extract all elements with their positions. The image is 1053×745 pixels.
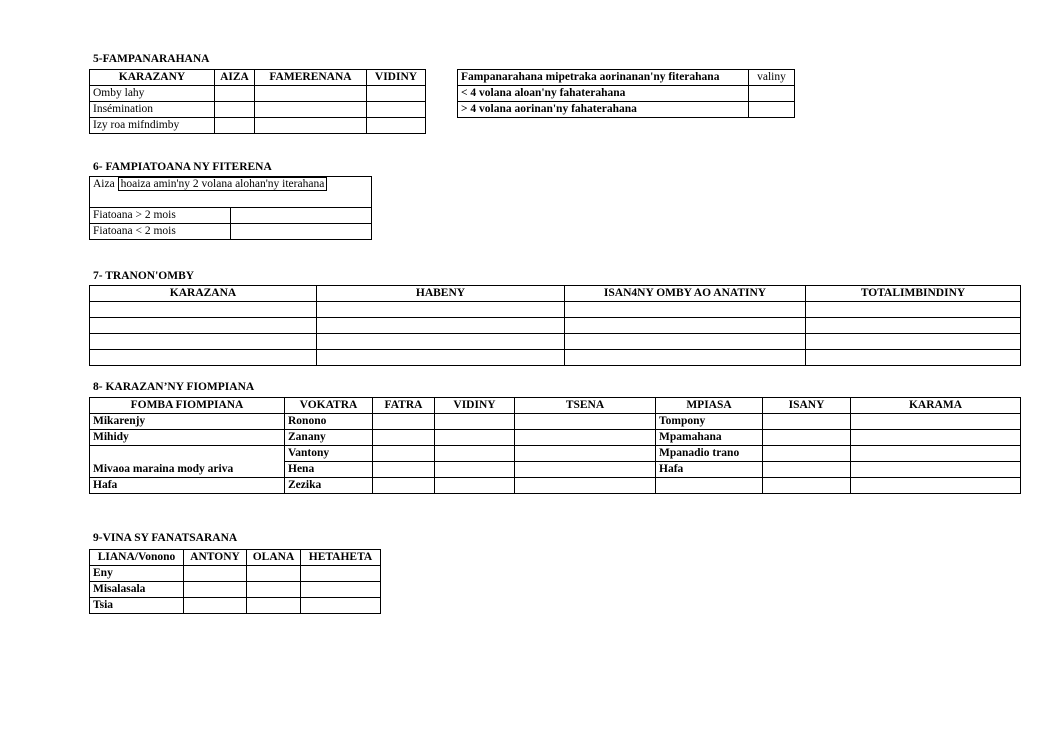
s5-header: KARAZANY [90, 70, 215, 86]
s8-fomba: Mihidy [90, 430, 285, 446]
cell[interactable] [90, 350, 317, 366]
cell[interactable] [184, 582, 247, 598]
cell[interactable] [565, 334, 806, 350]
cell[interactable] [255, 118, 367, 134]
table-row [90, 302, 1021, 318]
cell[interactable] [515, 414, 656, 430]
s8-header: ISANY [763, 398, 851, 414]
cell[interactable] [851, 430, 1021, 446]
s7-header: ISAN4NY OMBY AO ANATINY [565, 286, 806, 302]
table-row [90, 414, 1021, 430]
cell[interactable] [373, 446, 435, 462]
cell[interactable] [367, 86, 426, 102]
table-row [90, 582, 381, 598]
table-row [90, 430, 1021, 446]
cell[interactable] [851, 414, 1021, 430]
cell[interactable] [806, 302, 1021, 318]
cell[interactable] [317, 318, 565, 334]
table-row [90, 102, 426, 118]
table-row [90, 566, 381, 582]
s8-vokatra: Zanany [285, 430, 373, 446]
cell[interactable] [435, 446, 515, 462]
s5-row-label: Izy roa mifndimby [90, 118, 215, 134]
cell[interactable] [763, 478, 851, 494]
cell[interactable] [215, 118, 255, 134]
cell[interactable] [565, 350, 806, 366]
table-row [458, 86, 795, 102]
cell[interactable] [515, 478, 656, 494]
table-row [90, 224, 372, 240]
table-row [90, 446, 1021, 462]
cell[interactable] [367, 118, 426, 134]
s8-fomba: Mivaoa maraina mody ariva [90, 446, 285, 478]
table-row [90, 86, 426, 102]
cell[interactable] [806, 334, 1021, 350]
cell[interactable] [435, 430, 515, 446]
cell[interactable] [851, 446, 1021, 462]
s8-header: VOKATRA [285, 398, 373, 414]
s8-mpiasa: Tompony [656, 414, 763, 430]
cell[interactable] [373, 478, 435, 494]
cell[interactable] [301, 582, 381, 598]
cell[interactable] [851, 462, 1021, 478]
s8-header: MPIASA [656, 398, 763, 414]
s5-header: FAMERENANA [255, 70, 367, 86]
s5-header: VIDINY [367, 70, 426, 86]
cell[interactable] [247, 582, 301, 598]
cell[interactable] [90, 302, 317, 318]
cell[interactable] [231, 208, 372, 224]
table-row [90, 598, 381, 614]
s8-farming-table [89, 397, 1021, 494]
s8-header: TSENA [515, 398, 656, 414]
cell[interactable] [301, 598, 381, 614]
cell[interactable] [247, 598, 301, 614]
s7-header: HABENY [317, 286, 565, 302]
s8-header: VIDINY [435, 398, 515, 414]
s5-right-row-label: < 4 volana aloan'ny fahaterahana [458, 86, 749, 102]
s6-aiza-value: hoaiza amin'ny 2 volana alohan'ny iterahana [118, 177, 328, 191]
s8-vokatra: Ronono [285, 414, 373, 430]
cell[interactable] [435, 478, 515, 494]
cell[interactable] [301, 566, 381, 582]
s8-vokatra: Vantony [285, 446, 373, 462]
cell[interactable] [317, 334, 565, 350]
section-6-title: 6- FAMPIATOANA NY FITERENA [93, 161, 272, 173]
s9-row-label: Misalasala [90, 582, 184, 598]
cell[interactable] [247, 566, 301, 582]
cell[interactable] [215, 86, 255, 102]
cell[interactable] [763, 430, 851, 446]
s7-housing-table [89, 285, 1021, 366]
table-row [458, 102, 795, 118]
section-5-title: 5-FAMPANARAHANA [93, 53, 210, 65]
section-7-title: 7- TRANON'OMBY [93, 270, 195, 282]
s6-aiza-label: Aiza [93, 178, 115, 190]
cell[interactable] [565, 318, 806, 334]
cell[interactable] [373, 462, 435, 478]
s8-header: FOMBA FIOMPIANA [90, 398, 285, 414]
s9-row-label: Tsia [90, 598, 184, 614]
s5-row-label: Omby lahy [90, 86, 215, 102]
cell[interactable] [317, 350, 565, 366]
cell[interactable] [90, 334, 317, 350]
s9-row-label: Eny [90, 566, 184, 582]
cell[interactable] [515, 446, 656, 462]
cell[interactable] [749, 102, 795, 118]
cell[interactable] [806, 318, 1021, 334]
table-row [90, 208, 372, 224]
cell[interactable] [317, 302, 565, 318]
s8-fomba: Mikarenjy [90, 414, 285, 430]
s8-vokatra: Zezika [285, 478, 373, 494]
cell[interactable] [515, 462, 656, 478]
s8-mpiasa: Mpamahana [656, 430, 763, 446]
table-row [90, 118, 426, 134]
cell[interactable] [90, 318, 317, 334]
s6-row-label: Fiatoana > 2 mois [90, 208, 231, 224]
s5-row-label: Insémination [90, 102, 215, 118]
s9-header: LIANA/Vonono [90, 550, 184, 566]
cell[interactable] [184, 598, 247, 614]
s6-row-label: Fiatoana < 2 mois [90, 224, 231, 240]
table-row [90, 334, 1021, 350]
cell[interactable] [231, 224, 372, 240]
cell[interactable] [763, 414, 851, 430]
cell[interactable] [515, 430, 656, 446]
s7-header: KARAZANA [90, 286, 317, 302]
s8-mpiasa: Mpanadio trano [656, 446, 763, 462]
s8-header: FATRA [373, 398, 435, 414]
s5-header: AIZA [215, 70, 255, 86]
s8-header: KARAMA [851, 398, 1021, 414]
s8-vokatra: Hena [285, 462, 373, 478]
s5-followup-table [457, 69, 795, 118]
cell[interactable] [215, 102, 255, 118]
table-row [90, 350, 1021, 366]
cell[interactable] [749, 86, 795, 102]
table-row [90, 318, 1021, 334]
cell[interactable] [373, 414, 435, 430]
cell[interactable] [435, 462, 515, 478]
s9-header: HETAHETA [301, 550, 381, 566]
cell[interactable] [656, 478, 763, 494]
s7-header: TOTALIMBINDINY [806, 286, 1021, 302]
cell[interactable] [373, 430, 435, 446]
cell[interactable] [367, 102, 426, 118]
s5-breeding-table [89, 69, 426, 134]
s8-mpiasa: Hafa [656, 462, 763, 478]
s9-header: ANTONY [184, 550, 247, 566]
s6-table [89, 176, 372, 240]
s5-right-row-label: > 4 volana aorinan'ny fahaterahana [458, 102, 749, 118]
cell[interactable] [565, 302, 806, 318]
section-9-title: 9-VINA SY FANATSARANA [93, 532, 238, 544]
s5-right-header: Fampanarahana mipetraka aorinanan'ny fiterahana [458, 70, 749, 86]
cell[interactable] [806, 350, 1021, 366]
table-row [90, 478, 1021, 494]
cell[interactable] [763, 446, 851, 462]
cell[interactable] [255, 102, 367, 118]
cell[interactable] [255, 86, 367, 102]
cell[interactable] [184, 566, 247, 582]
s9-vision-table [89, 549, 381, 614]
section-8-title: 8- KARAZAN’NY FIOMPIANA [93, 381, 255, 393]
cell[interactable] [763, 462, 851, 478]
cell[interactable] [435, 414, 515, 430]
s9-header: OLANA [247, 550, 301, 566]
cell[interactable] [851, 478, 1021, 494]
s5-right-header: valiny [749, 70, 795, 86]
s8-fomba: Hafa [90, 478, 285, 494]
